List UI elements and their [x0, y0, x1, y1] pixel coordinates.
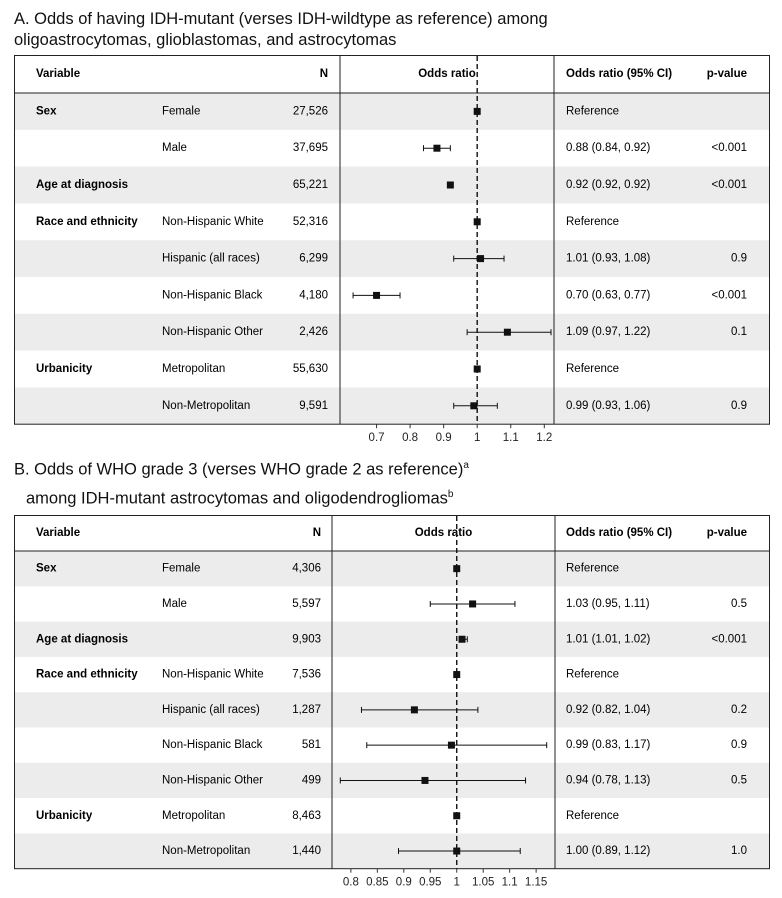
x-tick-label: 0.7	[368, 432, 385, 445]
x-tick-label: 0.9	[435, 432, 452, 445]
row-n: 499	[301, 774, 321, 787]
row-stripe	[14, 387, 770, 424]
x-tick-label: 1.05	[471, 876, 495, 889]
row-level: Hispanic (all races)	[162, 703, 260, 716]
row-variable: Sex	[36, 105, 57, 118]
row-pvalue: <0.001	[711, 633, 747, 646]
panel-b-title-sup2: b	[447, 488, 454, 500]
point-estimate	[373, 292, 380, 299]
row-variable: Sex	[36, 562, 57, 575]
x-tick-label: 0.8	[402, 432, 419, 445]
point-estimate	[474, 108, 481, 115]
header-n: N	[312, 527, 321, 540]
x-tick-label: 1.2	[536, 432, 553, 445]
panel-b-svg	[14, 515, 770, 890]
row-n: 4,180	[299, 289, 328, 302]
x-tick-label: 0.95	[419, 876, 442, 889]
row-variable: Age at diagnosis	[36, 179, 129, 192]
point-estimate	[447, 182, 454, 189]
panel-a-title-line2: oligoastrocytomas, glioblastomas, and astrocytomas	[14, 31, 397, 49]
panel-a-svg	[14, 55, 770, 450]
header-or-ci: Odds ratio (95% CI)	[566, 68, 673, 81]
row-or-ci: Reference	[566, 105, 620, 118]
header-odds-ratio: Odds ratio	[418, 68, 476, 81]
row-level: Male	[162, 142, 187, 155]
point-estimate	[448, 742, 455, 749]
row-variable: Race and ethnicity	[36, 668, 138, 681]
row-pvalue: 1.0	[731, 845, 747, 858]
row-level: Non-Hispanic Black	[162, 289, 263, 302]
row-variable: Race and ethnicity	[36, 215, 138, 228]
point-estimate	[470, 402, 477, 409]
point-estimate	[474, 366, 481, 373]
row-or-ci: 0.92 (0.92, 0.92)	[566, 179, 651, 192]
row-n: 2,426	[299, 326, 328, 339]
row-pvalue: <0.001	[711, 289, 747, 302]
row-level: Non-Hispanic Other	[162, 774, 263, 787]
row-level: Non-Metropolitan	[162, 399, 251, 412]
header-odds-ratio: Odds ratio	[414, 527, 473, 540]
panel-b-title-line1: B. Odds of WHO grade 3 (verses WHO grade 2 as reference)	[14, 460, 464, 479]
row-n: 6,299	[299, 252, 328, 265]
panel-b-forest-plot	[14, 515, 770, 890]
panel-a-title-line1: A. Odds of having IDH-mutant (verses IDH-wildtype as reference) among	[14, 10, 548, 28]
row-or-ci: 1.01 (0.93, 1.08)	[566, 252, 651, 265]
row-pvalue: 0.2	[731, 703, 747, 716]
row-or-ci: 0.70 (0.63, 0.77)	[566, 289, 651, 302]
point-estimate	[433, 145, 440, 152]
row-level: Non-Hispanic White	[162, 668, 264, 681]
row-level: Hispanic (all races)	[162, 252, 260, 265]
row-stripe	[14, 314, 770, 351]
header-pvalue: p-value	[706, 527, 747, 540]
point-estimate	[504, 329, 511, 336]
row-pvalue: 0.5	[731, 597, 747, 610]
row-pvalue: 0.9	[731, 252, 747, 265]
row-or-ci: Reference	[566, 562, 620, 575]
point-estimate	[453, 812, 460, 819]
row-n: 7,536	[292, 668, 321, 681]
row-level: Female	[162, 105, 201, 118]
point-estimate	[477, 255, 484, 262]
row-or-ci: Reference	[566, 809, 620, 822]
row-pvalue: <0.001	[711, 142, 747, 155]
panel-b-title-sup1: a	[463, 460, 469, 471]
row-level: Non-Hispanic White	[162, 215, 264, 228]
row-n: 37,695	[292, 142, 328, 155]
point-estimate	[453, 848, 460, 855]
row-pvalue: 0.9	[731, 739, 747, 752]
panel-b-title-line2: among IDH-mutant astrocytomas and oligodendrogliomas	[26, 489, 448, 507]
row-pvalue: <0.001	[711, 179, 747, 192]
row-n: 9,903	[292, 633, 321, 646]
row-n: 581	[301, 739, 321, 752]
row-or-ci: Reference	[566, 668, 620, 681]
row-n: 27,526	[292, 105, 328, 118]
row-level: Non-Hispanic Black	[162, 739, 263, 752]
header-pvalue: p-value	[706, 68, 747, 81]
row-n: 9,591	[299, 399, 328, 412]
row-n: 4,306	[292, 562, 321, 575]
panel-a-title	[14, 9, 548, 51]
row-level: Non-Metropolitan	[162, 845, 251, 858]
row-level: Non-Hispanic Other	[162, 326, 263, 339]
x-tick-label: 1	[473, 432, 481, 445]
point-estimate	[474, 218, 481, 225]
x-tick-label: 1.1	[502, 432, 519, 445]
point-estimate	[453, 671, 460, 678]
row-or-ci: 0.99 (0.93, 1.06)	[566, 399, 651, 412]
row-n: 65,221	[292, 179, 328, 192]
row-n: 52,316	[292, 215, 328, 228]
row-variable: Age at diagnosis	[36, 633, 129, 646]
row-or-ci: 0.94 (0.78, 1.13)	[566, 774, 651, 787]
row-or-ci: 0.88 (0.84, 0.92)	[566, 142, 651, 155]
panel-b-title-line2-wrap	[14, 484, 469, 510]
row-n: 1,440	[292, 845, 321, 858]
row-or-ci: 1.09 (0.97, 1.22)	[566, 326, 651, 339]
row-or-ci: Reference	[566, 215, 620, 228]
header-variable: Variable	[36, 527, 81, 540]
point-estimate	[411, 706, 418, 713]
panel-b-title-line1-wrap	[14, 455, 469, 481]
row-n: 5,597	[292, 597, 321, 610]
row-pvalue: 0.5	[731, 774, 747, 787]
row-pvalue: 0.1	[731, 326, 747, 339]
row-level: Metropolitan	[162, 809, 226, 822]
panel-b-title	[14, 455, 469, 509]
x-tick-label: 0.85	[366, 876, 389, 889]
row-n: 55,630	[292, 363, 328, 376]
row-level: Female	[162, 562, 201, 575]
header-variable: Variable	[36, 68, 81, 81]
point-estimate	[453, 565, 460, 572]
row-variable: Urbanicity	[36, 809, 93, 822]
row-stripe	[14, 93, 770, 130]
x-tick-label: 0.8	[342, 876, 359, 889]
row-level: Metropolitan	[162, 363, 226, 376]
panel-a-forest-plot	[14, 55, 770, 450]
row-or-ci: 1.01 (1.01, 1.02)	[566, 633, 651, 646]
x-tick-label: 1	[453, 876, 460, 889]
row-or-ci: 1.00 (0.89, 1.12)	[566, 845, 651, 858]
row-or-ci: Reference	[566, 363, 620, 376]
x-tick-label: 1.15	[524, 876, 548, 889]
point-estimate	[469, 600, 476, 607]
row-stripe	[14, 551, 770, 586]
row-or-ci: 1.03 (0.95, 1.11)	[566, 597, 650, 610]
row-pvalue: 0.9	[731, 399, 747, 412]
row-variable: Urbanicity	[36, 363, 93, 376]
x-tick-label: 1.1	[501, 876, 518, 889]
row-level: Male	[162, 597, 187, 610]
row-stripe	[14, 240, 770, 277]
header-n: N	[319, 68, 328, 81]
row-or-ci: 0.99 (0.83, 1.17)	[566, 739, 651, 752]
row-n: 1,287	[292, 703, 321, 716]
row-or-ci: 0.92 (0.82, 1.04)	[566, 703, 651, 716]
row-stripe	[14, 833, 770, 868]
point-estimate	[459, 636, 466, 643]
x-tick-label: 0.9	[395, 876, 412, 889]
row-n: 8,463	[292, 809, 321, 822]
point-estimate	[421, 777, 428, 784]
header-or-ci: Odds ratio (95% CI)	[566, 527, 673, 540]
